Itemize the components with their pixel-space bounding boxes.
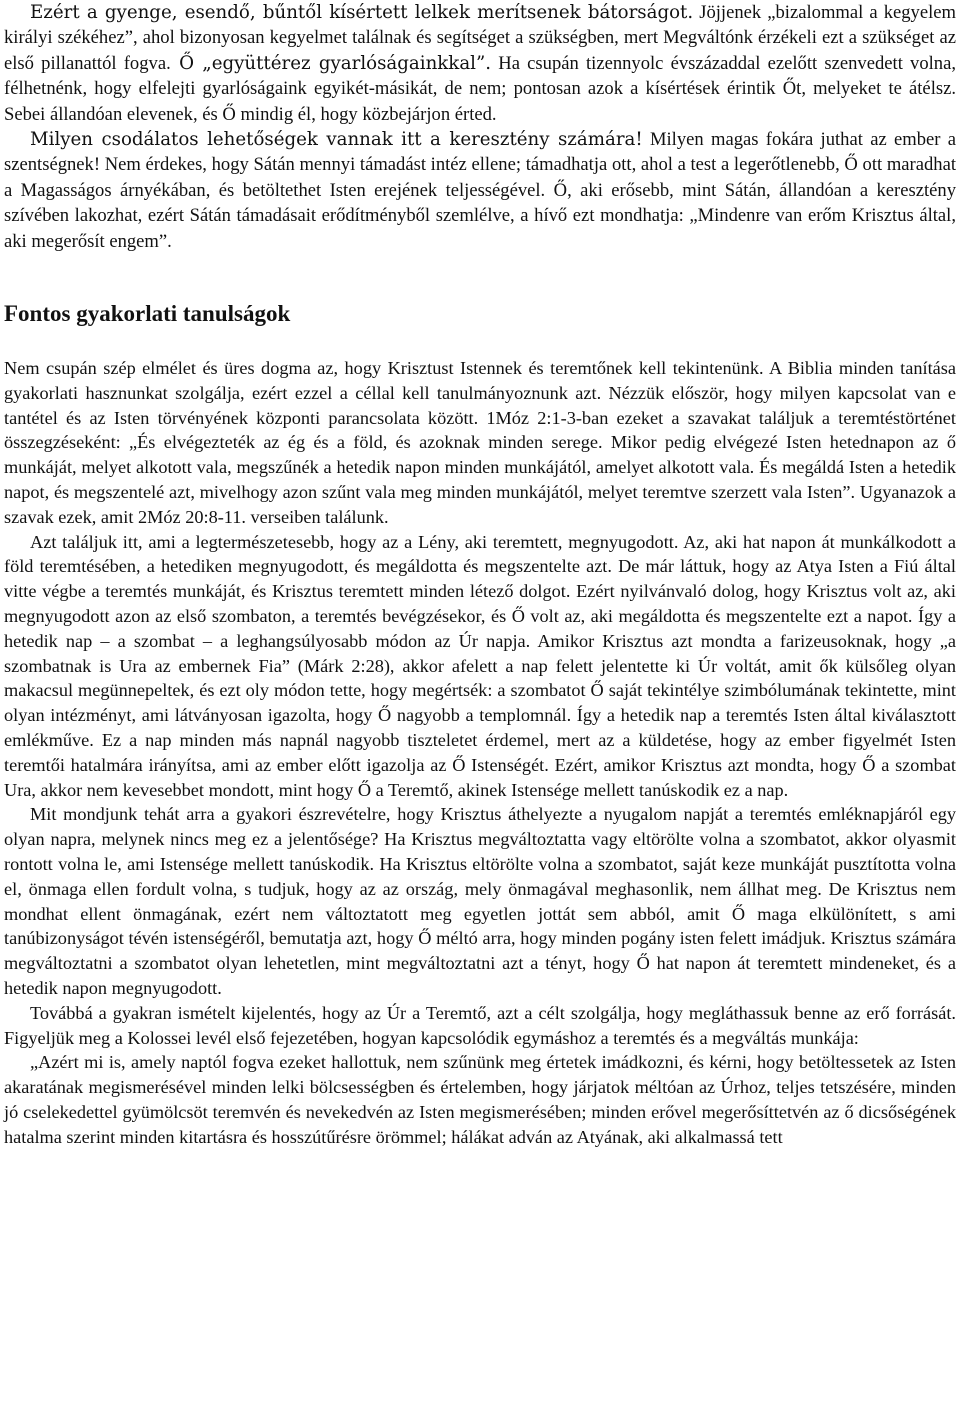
intro-p2-sentence-b: Milyen magas fokára juthat az ember a szentségnek! <box>4 129 957 176</box>
section-paragraph-4: Továbbá a gyakran ismételt kijelentés, hogy az Úr a Teremtő, azt a célt szolgálja, hogy megláthassuk benne az erő forrását. Figyeljük meg a Kolossei levél első fejezetében, hogyan kapcsolódik egymáshoz a teremtés és a megváltás munkája: <box>4 1002 956 1048</box>
section-heading: Fontos gyakorlati tanulságok <box>4 301 291 327</box>
section-paragraph-3: Mit mondjunk tehát arra a gyakori észrevételre, hogy Krisztus áthelyezte a nyugalom napját a teremtés emléknapjáról egy olyan napra, melynek nincs meg ez a jelentősége? Ha Krisztus megváltoztatta vagy eltörölte volna a szombatot, akkor olyasmit rontott volna le, ami Istensége mellett tanúskodik. Ha Krisztus eltörölte volna a szombatot, saját keze munkáját pusztította volna el, önmaga ellen fordult volna, s tudjuk, hogy az az ország, mely önmagával meghasonlik, nem állhat meg. De Krisztus nem mondhat ellent önmagának, ezért nem változtatott meg egyetlen jottát sem abból, amit Ő maga elkülönített, s ami tanúbizonyságot tévén istenségéről, bemutatja azt, hogy Ő méltó arra, hogy minden pogány isten felett imádjuk. Krisztus számára megváltoztatni a szombatot olyan lehetetlen, mint megváltoztatni azt a tényt, hogy Ő hat napon át teremtett mindeneket, és a hetedik napon megnyugodott. <box>4 804 956 998</box>
intro-paragraph-1 <box>4 0 956 127</box>
intro-p2-sentence-c: Nem érdekes, hogy Sátán mennyi támadást intéz ellene; támadhatja ott, ahol a test a legerőtlenebb, Ő ott maradhat a Magasságos árnyékában, és betöltethet Isten erejének teljességével. Ő, aki erősebb, mint Sátán, állandóan a keresztény szívében lakozhat, ezért Sátán támadásait erődítményből szemlélve, a hívő ezt mondhatja: „Mindenre van erőm Krisztus által, aki megerősít engem”. <box>4 154 956 252</box>
section-paragraph-2: Azt találjuk itt, ami a legtermészetesebb, hogy az a Lény, aki teremtett, megnyugodott. Az, aki hat napon át munkálkodott a föld teremtésében, a hetediken megnyugodott, és megáldotta és megszentelte azt. De már láttuk, hogy az Atya Isten a Fiú által vitte végbe a teremtés munkáját, és Krisztus teremtett minden létező dolgot. Ezért nyilvánvaló dolog, hogy Krisztus volt az, aki megnyugodott azon az első szombaton, a teremtés bevégzésekor, és Ő volt az, aki megáldotta és megszentelte ezt a napot. Így a hetedik nap – a szombat – a leghangsúlyosabb módon az Úr napja. Amikor Krisztus azt mondta a farizeusoknak, hogy „a szombatnak is Ura az embernek Fia” (Márk 2:28), akkor afelett a nap felett jelentette ki Úr voltát, amit ők külsőleg olyan makacsul megünnepeltek, és ezt oly módon tette, hogy megértsék: a szombatot Ő saját tekintélye szimbólumának tekintette, mint olyan intézményt, ami látványosan igazolta, hogy Ő nagyobb a templomnál. Így a hetedik nap a teremtés Isten által kiválasztott emlékműve. Ez a nap minden más napnál nagyobb tiszteletet érdemel, mert az a küldetése, hogy az ember figyelmét Isten teremtői hatalmára irányítsa, ami az ember előtt igazolja az Ő Istenségét. Ezért, amikor Krisztus azt mondta, hogy Ő a szombat Ura, akkor nem kevesebbet mondott, mint hogy Ő a Teremtő, akinek Istensége mellett tanúskodik ez a nap. <box>4 531 956 800</box>
intro-p1-sentence-d: Ha csupán tizennyolc évszázaddal ezelőtt szenvedett volna, félhetnénk, hogy elfelejti gyarlóságaink egyikét-másikát, de nem; pontosan azok a kísértések érintik Őt, melyeket te átélsz. Sebei állandóan elevenek, és Ő mindig él, hogy közbejárjon érted. <box>4 52 957 125</box>
document-page <box>4 0 956 1150</box>
intro-p2-sentence-a: Milyen csodálatos lehetőségek vannak itt a keresztény számára! <box>30 129 643 151</box>
intro-p1-sentence-b: Jöjjenek „bizalommal a kegyelem királyi székéhez”, ahol bizonyosan kegyelmet találnak és segítséget a szükségben, mert Megváltónk érzékeli ezt a szükséget az első pillanattól fogva. <box>4 2 956 74</box>
section-quote: „Azért mi is, amely naptól fogva ezeket hallottuk, nem szűnünk meg értetek imádkozni, és kérni, hogy betöltessetek az Isten akaratának megismerésével minden lelki bölcsességben és értelemben, hogy járjatok méltóan az Úrhoz, teljes tetszésére, minden jó cselekedettel gyümölcsöt teremvén és nevekedvén az Isten megismerésében; minden erővel megerősíttetvén az ő dicsőségének hatalma szerint minden kitartásra és hosszútűrésre örömmel; hálákat adván az Atyának, aki alkalmassá tett <box>4 1052 956 1147</box>
section-paragraph-1: Nem csupán szép elmélet és üres dogma az, hogy Krisztust Istennek és teremtőnek kell tekintenünk. A Biblia minden tanítása gyakorlati hasznunkat szolgálja, ezért ezzel a céllal kell tanulmányoznunk azt. Nézzük először, hogy milyen kapcsolat van e tantétel és az Isten törvényének központi parancsolata között. 1Móz 2:1-3-ban ezeket a szavakat találjuk a teremtéstörténet összegzéseként: „És elvégezteték az ég és a föld, és azoknak minden serege. Mikor pedig elvégezé Isten hetednapon az ő munkáját, melyet alkotott vala, megszűnék a hetedik napon minden munkájától, amelyet alkotott vala. És megáldá Isten a hetedik napot, és megszentelé azt, mivelhogy azon szűnt vala meg minden munkájától, melyet teremtve szerzett vala Isten”. Ugyanazok a szavak ezek, amit 2Móz 20:8-11. verseiben találunk. <box>4 358 956 527</box>
intro-p1-sentence-a: Ezért a gyenge, esendő, bűntől kísértett lelkek merítsenek bátorságot. <box>30 2 694 23</box>
intro-p1-sentence-c: Ő „együttérez gyarlóságainkkal”. <box>170 52 492 74</box>
section-body <box>4 356 956 1150</box>
intro-paragraph-2 <box>4 127 956 254</box>
